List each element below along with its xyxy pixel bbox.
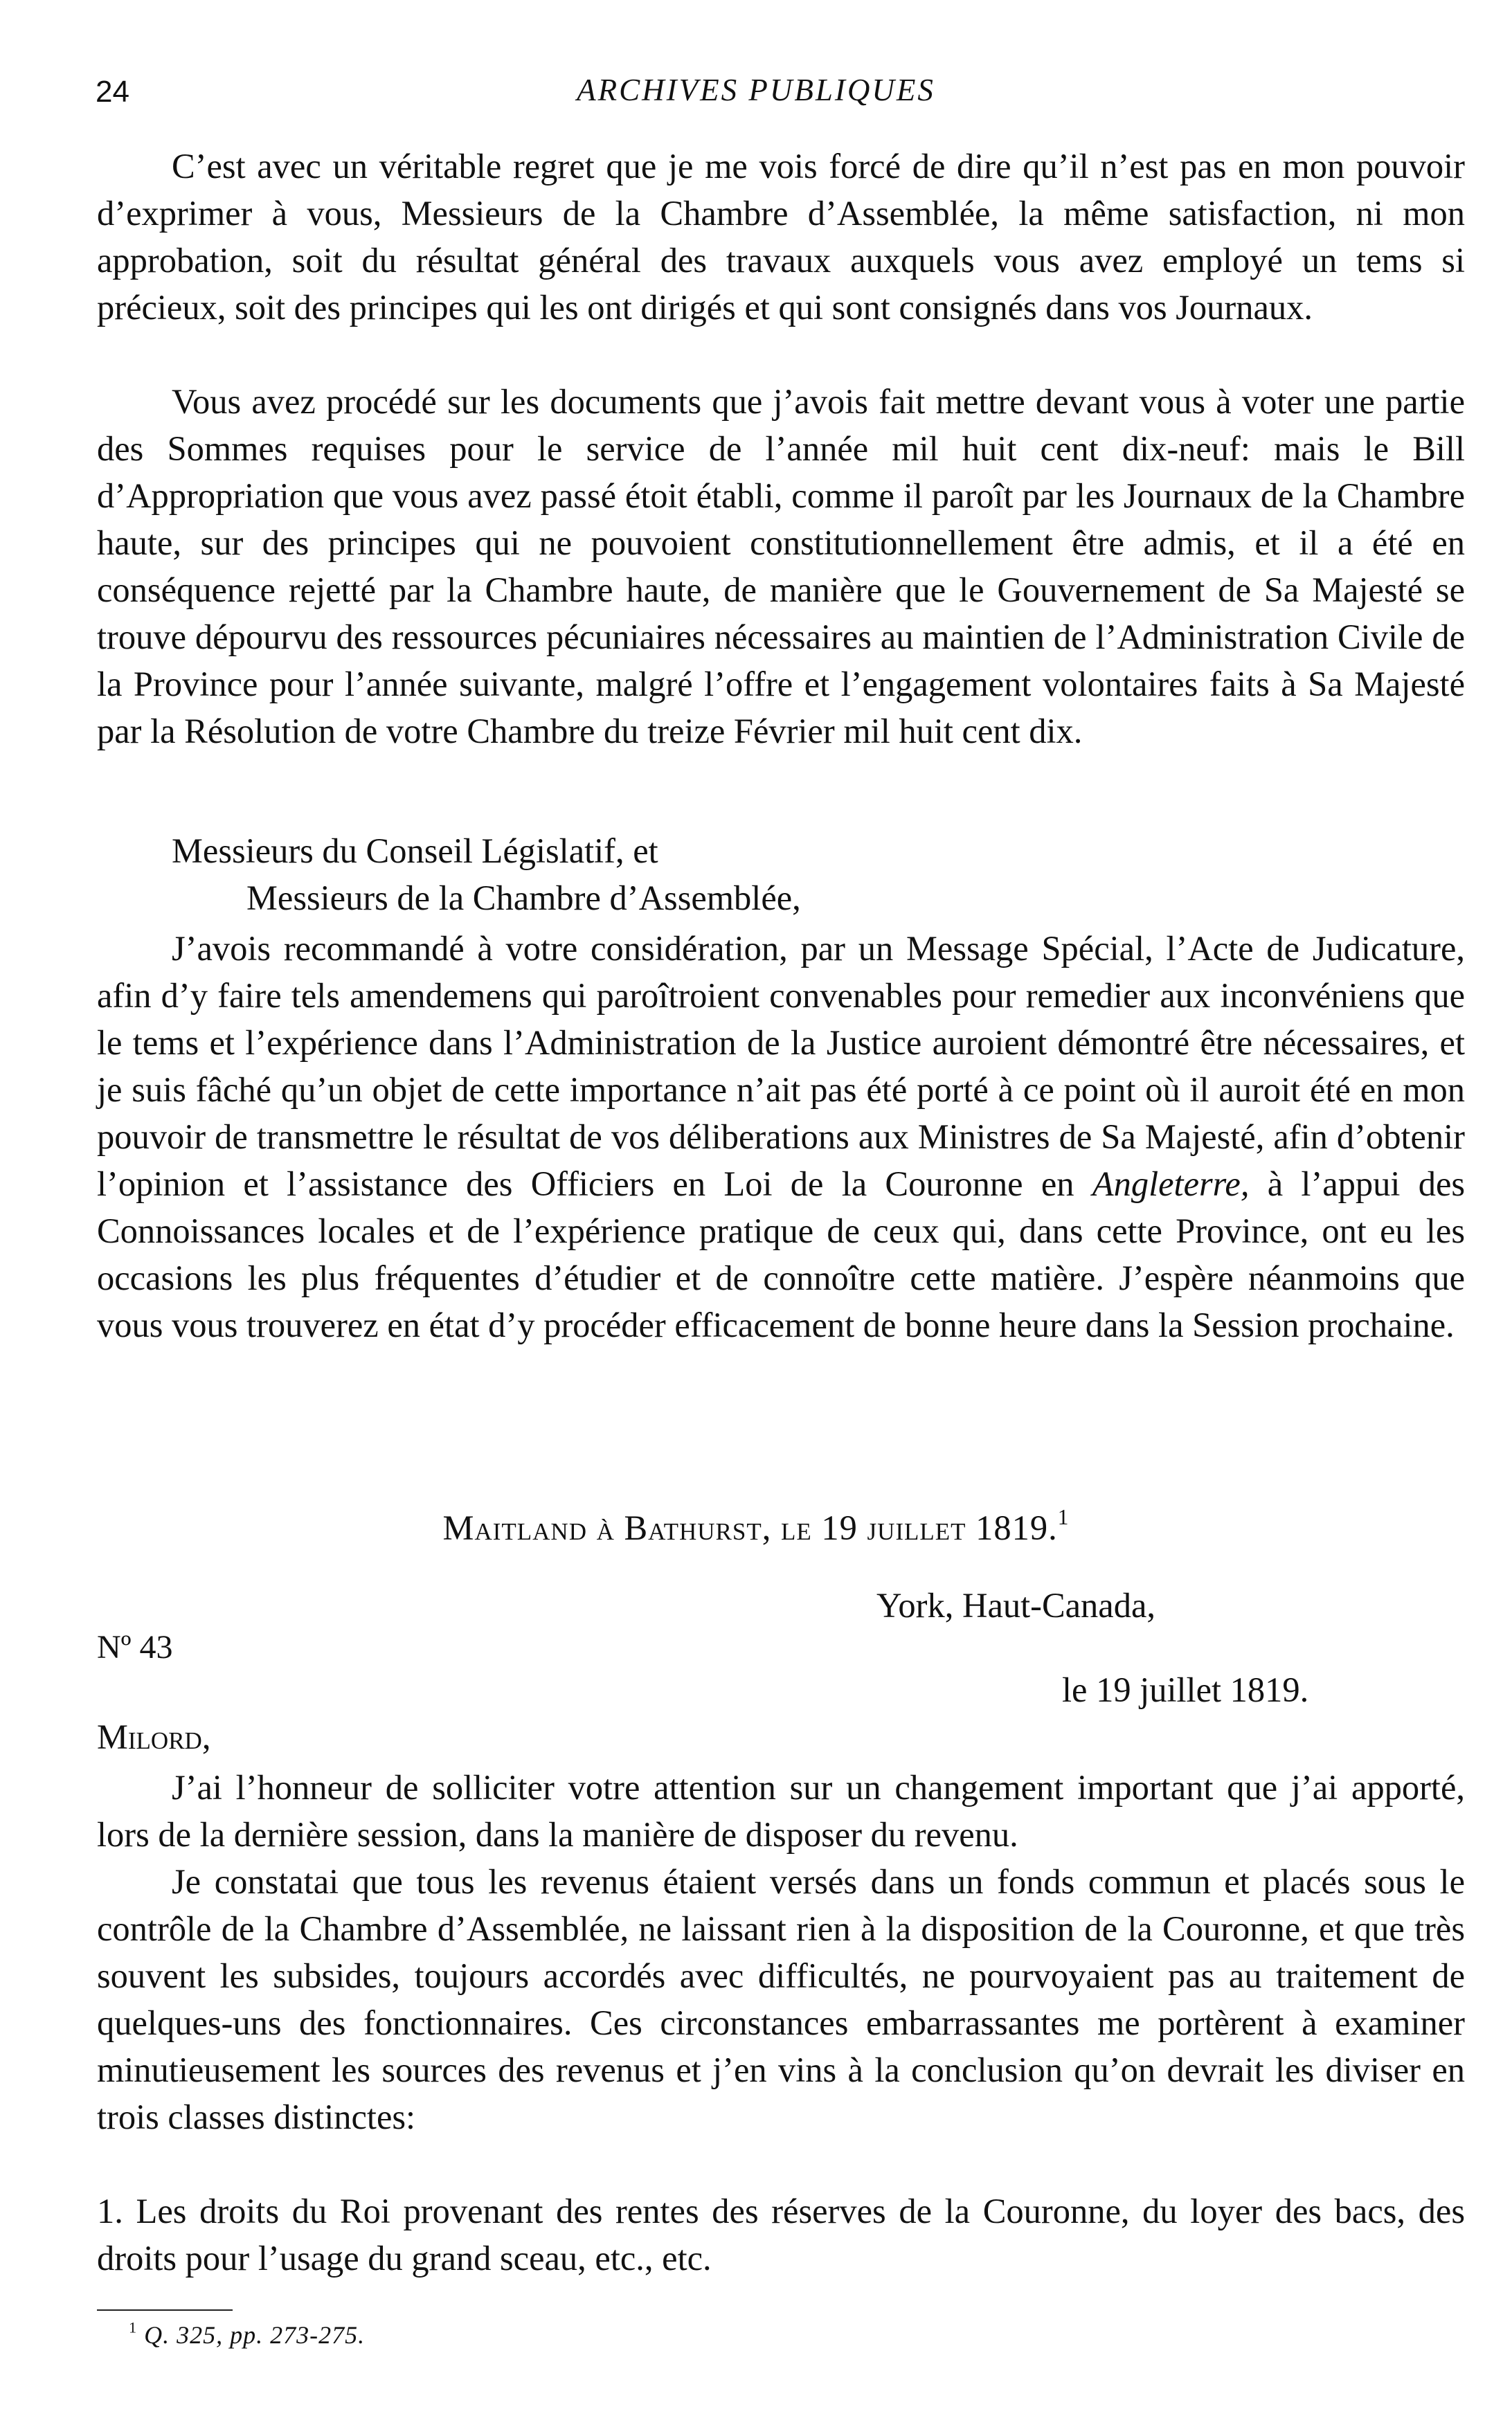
letter-heading bbox=[0, 1505, 1512, 1548]
footnote-reference: 1 bbox=[1057, 1505, 1070, 1530]
body-paragraph-3 bbox=[97, 925, 1465, 1349]
page-number: 24 bbox=[96, 75, 129, 109]
footnote bbox=[129, 2320, 365, 2350]
letter-salutation: Milord, bbox=[97, 1718, 211, 1756]
letter-place: York, Haut-Canada, bbox=[876, 1586, 1156, 1625]
letter-number: Nº 43 bbox=[97, 1629, 173, 1666]
letter-date: le 19 juillet 1819. bbox=[1062, 1670, 1309, 1709]
body-paragraph-2: Vous avez procédé sur les documents que j’avois fait mettre devant vous à voter une partie des Sommes requises pour le service de l’année mil huit cent dix-neuf: mais le Bill d’Appropriation que vous avez passé étoit établi, comme il paroît par les Journaux de la Chambre haute, sur des principes qui ne pouvoient constitutionnellement être admis, et il a été en conséquence rejetté par la Chambre haute, de manière que le Gouvernement de Sa Majesté se trouve dépourvu des ressources pécuniaires nécessaires au maintien de l’Administration Civile de la Province pour l’année suivante, malgré l’offre et l’engagement volontaires faits à Sa Majesté par la Résolution de votre Chambre du treize Février mil huit cent dix. bbox=[97, 382, 1465, 750]
letter-heading-text: Maitland à Bathurst, le 19 juillet 1819. bbox=[442, 1508, 1058, 1547]
salutation-council: Messieurs du Conseil Législatif, et bbox=[172, 831, 658, 870]
italic-place-name: Angleterre, bbox=[1092, 1164, 1250, 1203]
letter-list-item-1: 1. Les droits du Roi provenant des rentes des réserves de la Couronne, du loyer des bacs, des droits pour l’usage du grand sceau, etc., etc. bbox=[97, 2192, 1465, 2278]
salutation-assembly: Messieurs de la Chambre d’Assemblée, bbox=[246, 878, 801, 917]
letter-paragraph-1: J’ai l’honneur de solliciter votre attention sur un changement important que j’ai apporté, lors de la dernière session, dans la manière de disposer du revenu. bbox=[97, 1768, 1465, 1854]
body-paragraph-1: C’est avec un véritable regret que je me vois forcé de dire qu’il n’est pas en mon pouvoir d’exprimer à vous, Messieurs de la Chambre d’Assemblée, la même satisfaction, ni mon approbation, soit du résultat général des travaux auxquels vous avez employé un tems si précieux, soit des principes qui les ont dirigés et qui sont consignés dans vos Journaux. bbox=[97, 147, 1465, 327]
footnote-marker: 1 bbox=[129, 2318, 138, 2336]
paragraph-3-text-end: à l’appui des Connoissances locales et de l’expérience pratique de ceux qui, dans cette Province, ont eu les occasions les plus fréquentes d’étudier et de connoître cette matière. J’espère néanmoins que vous vous trouverez en état d’y procéder efficacement de bonne heure dans la Session prochaine. bbox=[97, 1164, 1466, 1344]
running-title: ARCHIVES PUBLIQUES bbox=[577, 73, 935, 107]
footnote-text: Q. 325, pp. 273-275. bbox=[144, 2321, 366, 2349]
paragraph-3-text-start: J’avois recommandé à votre considération, par un Message Spécial, l’Acte de Judicature, afin d’y faire tels amendemens qui paroîtroient convenables pour remedier aux inconvéniens que le tems et l’expérience dans l’Administration de la Justice auroient démontré être nécessaires, et je suis fâché qu’un objet de cette importance n’ait pas été porté à ce point où il auroit été en mon pouvoir de transmettre le résultat de vos déliberations aux Ministres de Sa Majesté, afin d’obtenir l’opinion et l’assistance des Officiers en Loi de la Couronne en bbox=[97, 929, 1465, 1203]
letter-paragraph-2: Je constatai que tous les revenus étaient versés dans un fonds commun et placés sous le contrôle de la Chambre d’Assemblée, ne laissant rien à la disposition de la Couronne, et que très souvent les subsides, toujours accordés avec difficultés, ne pourvoyaient pas au traitement de quelques-uns des fonctionnaires. Ces circonstances embarrassantes me portèrent à examiner minutieusement les sources des revenus et j’en vins à la conclusion qu’on devrait les diviser en trois classes distinctes: bbox=[97, 1862, 1465, 2136]
footnote-divider bbox=[97, 2309, 233, 2311]
